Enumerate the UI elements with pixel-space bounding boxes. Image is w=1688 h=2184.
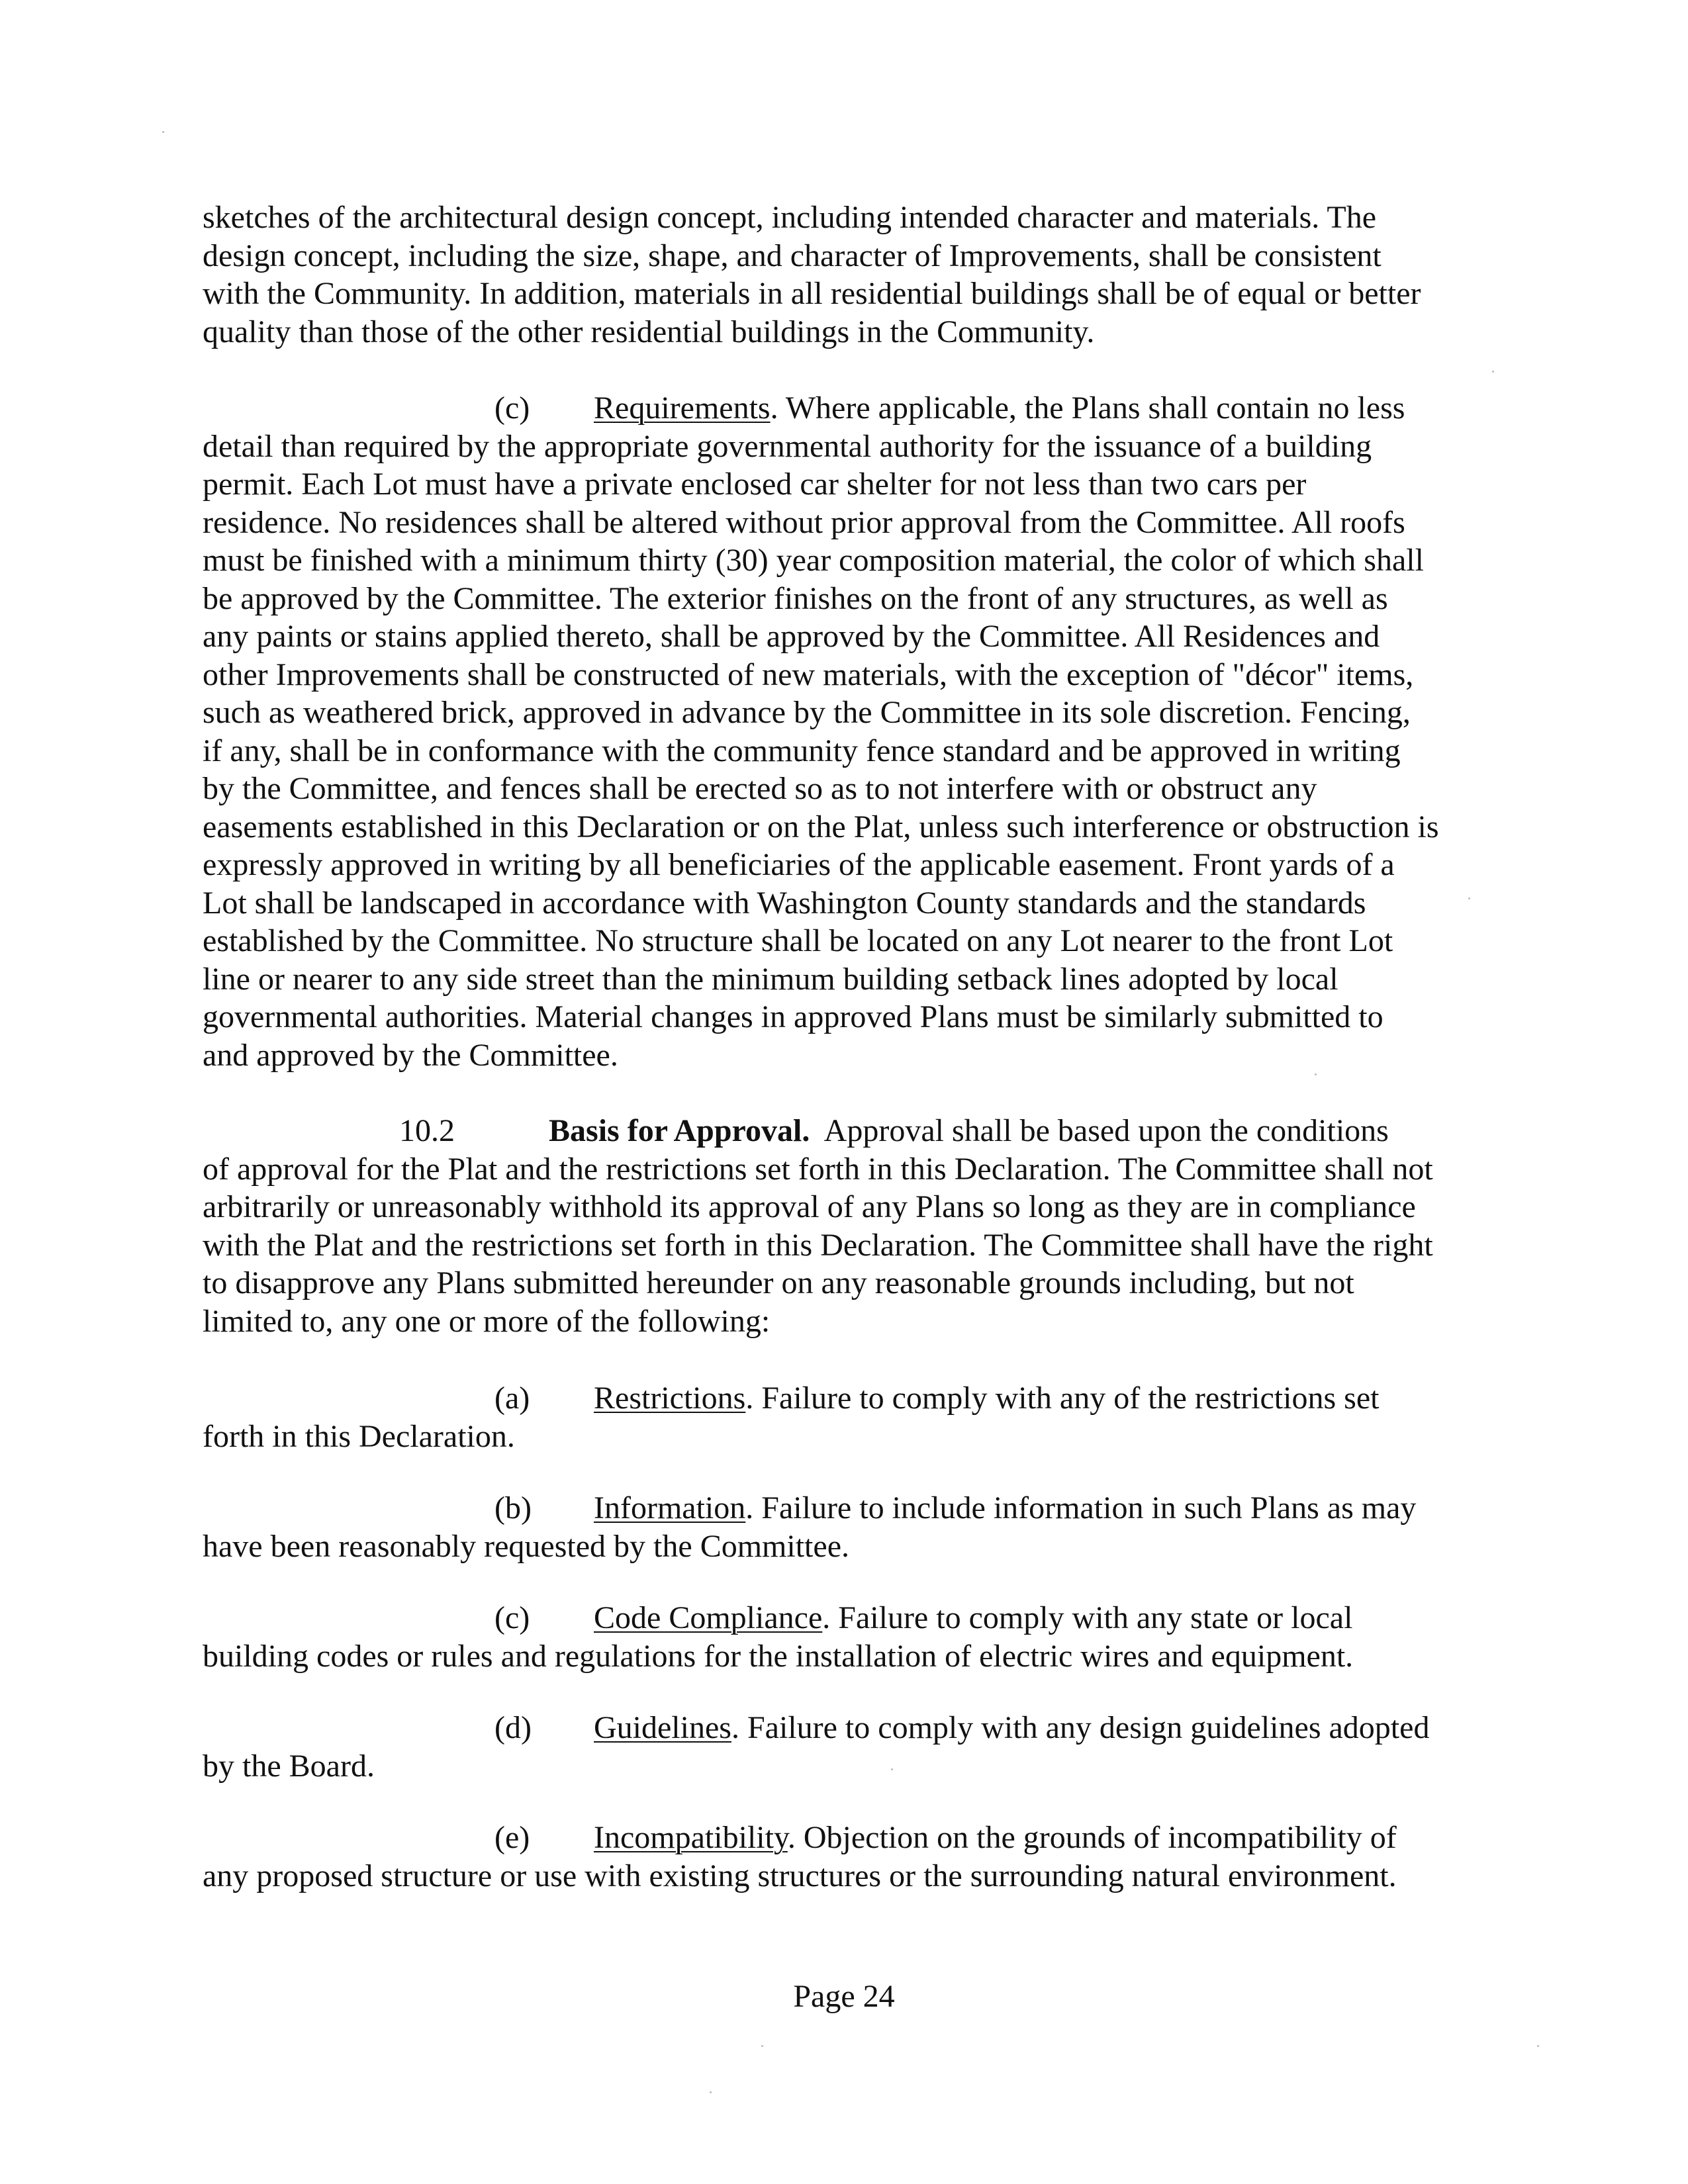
ground-guidelines xyxy=(203,1709,1493,1785)
text-line: other Improvements shall be constructed of new materials, with the exception of "décor" items, xyxy=(203,657,1414,692)
subsection-marker: (d) xyxy=(494,1710,532,1745)
ground-information xyxy=(203,1489,1493,1565)
scan-speck xyxy=(710,2091,712,2093)
text-line: and approved by the Committee. xyxy=(203,1037,618,1073)
text-line: with the Community. In addition, materials in all residential buildings shall be of equal or better xyxy=(203,276,1421,311)
section-first-line-text: Approval shall be based upon the conditions xyxy=(810,1113,1389,1148)
section-10-2-first-line xyxy=(203,1112,1493,1150)
ground-first-line-text: . Failure to comply with any of the restrictions set xyxy=(745,1381,1380,1416)
ground-incompatibility xyxy=(203,1819,1493,1895)
ground-first-line xyxy=(203,1819,1493,1857)
text-line: of approval for the Plat and the restrictions set forth in this Declaration. The Committee shall not xyxy=(203,1151,1433,1187)
text-line: with the Plat and the restrictions set forth in this Declaration. The Committee shall have the right xyxy=(203,1227,1433,1263)
text-line: easements established in this Declaration or on the Plat, unless such interference or obstruction is xyxy=(203,809,1439,844)
text-line: forth in this Declaration. xyxy=(203,1418,515,1454)
scan-speck xyxy=(761,2045,763,2047)
text-line: line or nearer to any side street than the minimum building setback lines adopted by local xyxy=(203,961,1338,997)
ground-first-line-text: . Failure to comply with any design guidelines adopted xyxy=(731,1710,1430,1745)
text-line: limited to, any one or more of the following: xyxy=(203,1303,771,1339)
ground-heading: Incompatibility xyxy=(594,1820,788,1855)
scan-speck xyxy=(162,131,164,133)
text-line: by the Board. xyxy=(203,1748,375,1784)
text-line: any proposed structure or use with existing structures or the surrounding natural environment. xyxy=(203,1858,1397,1893)
text-line: Lot shall be landscaped in accordance with Washington County standards and the standards xyxy=(203,885,1366,921)
text-line: governmental authorities. Material changes in approved Plans must be similarly submitted to xyxy=(203,999,1383,1034)
text-line: such as weathered brick, approved in advance by the Committee in its sole discretion. Fencing, xyxy=(203,695,1411,730)
text-line: quality than those of the other residential buildings in the Community. xyxy=(203,314,1095,349)
requirements-first-line-text: . Where applicable, the Plans shall contain no less xyxy=(770,390,1405,426)
text-line: if any, shall be in conformance with the community fence standard and be approved in writing xyxy=(203,733,1401,768)
text-line: detail than required by the appropriate governmental authority for the issuance of a building xyxy=(203,428,1372,464)
ground-first-line-text: . Objection on the grounds of incompatibility of xyxy=(787,1820,1397,1855)
text-line: be approved by the Committee. The exterior finishes on the front of any structures, as well as xyxy=(203,580,1388,616)
text-line: established by the Committee. No structure shall be located on any Lot nearer to the front Lot xyxy=(203,923,1393,958)
ground-first-line xyxy=(203,1379,1493,1418)
requirements-first-line xyxy=(203,389,1493,428)
text-line: must be finished with a minimum thirty (30) year composition material, the color of which shall xyxy=(203,543,1424,578)
text-line: building codes or rules and regulations for the installation of electric wires and equipment. xyxy=(203,1638,1354,1674)
requirements-paragraph xyxy=(203,389,1493,1074)
text-line: by the Committee, and fences shall be erected so as to not interfere with or obstruct any xyxy=(203,771,1317,806)
subsection-marker: (c) xyxy=(494,1600,530,1635)
ground-heading: Information xyxy=(594,1490,746,1525)
scan-speck xyxy=(1537,2045,1539,2047)
text-line: to disapprove any Plans submitted hereunder on any reasonable grounds including, but not xyxy=(203,1265,1354,1300)
intro-paragraph xyxy=(203,199,1493,351)
text-line: arbitrarily or unreasonably withhold its approval of any Plans so long as they are in compliance xyxy=(203,1189,1416,1224)
ground-code-compliance xyxy=(203,1599,1493,1675)
scan-speck xyxy=(1492,371,1494,373)
text-line: residence. No residences shall be altered without prior approval from the Committee. All roofs xyxy=(203,504,1405,540)
ground-heading: Code Compliance xyxy=(594,1600,823,1635)
text-line: permit. Each Lot must have a private enclosed car shelter for not less than two cars per xyxy=(203,467,1307,502)
subsection-marker: (e) xyxy=(494,1820,530,1855)
requirements-heading: Requirements xyxy=(594,390,771,426)
page-number: Page 24 xyxy=(793,1979,895,2014)
subsection-marker: (b) xyxy=(494,1490,532,1525)
section-heading-punct: . xyxy=(802,1113,810,1148)
section-heading: Basis for Approval xyxy=(549,1113,802,1148)
section-number: 10.2 xyxy=(399,1113,455,1148)
ground-restrictions xyxy=(203,1379,1493,1455)
ground-first-line xyxy=(203,1709,1493,1747)
text-line: expressly approved in writing by all beneficiaries of the applicable easement. Front yards of a xyxy=(203,847,1395,882)
subsection-marker: (a) xyxy=(494,1381,530,1416)
ground-first-line-text: . Failure to comply with any state or local xyxy=(822,1600,1353,1635)
text-line: sketches of the architectural design concept, including intended character and materials. The xyxy=(203,200,1377,235)
ground-heading: Guidelines xyxy=(594,1710,731,1745)
ground-heading: Restrictions xyxy=(594,1381,746,1416)
ground-first-line xyxy=(203,1599,1493,1637)
text-line: design concept, including the size, shape, and character of Improvements, shall be consistent xyxy=(203,238,1382,273)
ground-first-line-text: . Failure to include information in such Plans as may xyxy=(745,1490,1417,1525)
ground-first-line xyxy=(203,1489,1493,1527)
subsection-marker: (c) xyxy=(494,390,530,426)
text-line: have been reasonably requested by the Committee. xyxy=(203,1528,849,1564)
text-line: any paints or stains applied thereto, shall be approved by the Committee. All Residences and xyxy=(203,619,1380,654)
section-10-2-paragraph xyxy=(203,1112,1493,1340)
